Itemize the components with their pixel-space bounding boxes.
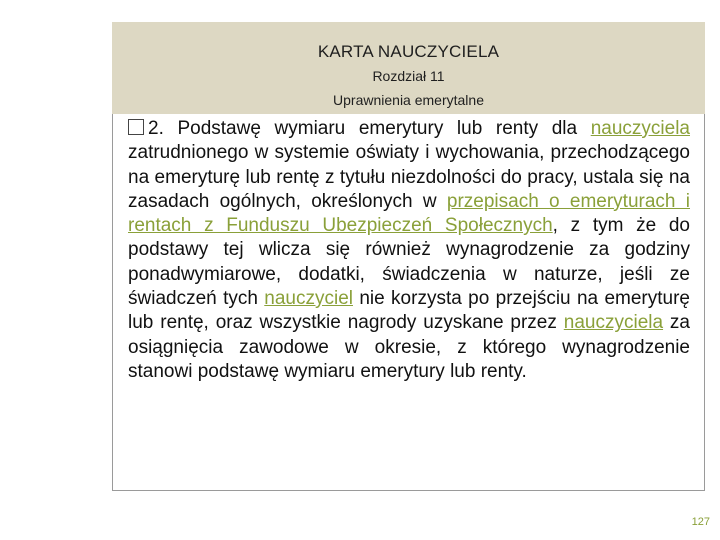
legal-reference-link[interactable]: nauczyciela — [590, 118, 690, 139]
page-number: 127 — [691, 516, 710, 528]
chapter-heading: Rozdział 11 — [372, 68, 445, 84]
paragraph — [128, 117, 690, 384]
paragraph-body — [128, 118, 690, 382]
paragraph-text: za osiągnięcia zawodowe w okresie, z którego wynagrodzenie stanowi podstawę wymiaru emerytury lub renty. — [128, 312, 690, 382]
legal-reference-link[interactable]: nauczyciel — [264, 288, 353, 310]
paragraph-text: Podstawę wymiaru emerytury lub renty dla — [177, 118, 591, 139]
slide-title: KARTA NAUCZYCIELA — [317, 42, 500, 61]
section-heading: Uprawnienia emerytalne — [333, 92, 484, 108]
paragraph-text: nie korzysta po przejściu na emeryturę lub rentę, oraz wszystkie nagrody uzyskane przez — [128, 288, 690, 334]
paragraph-text: , z tym że do podstawy tej wlicza się również wynagrodzenie za godziny ponadwymiarowe, dodatki, świadczenia w naturze, jeśli ze świadczeń tych — [128, 215, 690, 310]
paragraph-text: zatrudnionego w systemie oświaty i wychowania, przechodzącego na emeryturę lub rentę z tytułu niezdolności do pracy, ustala się na zasadach ogólnych, określonych w — [128, 142, 690, 212]
paragraph-number: 2. — [148, 118, 164, 139]
legal-reference-link[interactable]: przepisach o emeryturach i rentach z Funduszu Ubezpieczeń Społecznych — [128, 190, 690, 237]
legal-reference-link[interactable]: nauczyciela — [563, 312, 664, 334]
